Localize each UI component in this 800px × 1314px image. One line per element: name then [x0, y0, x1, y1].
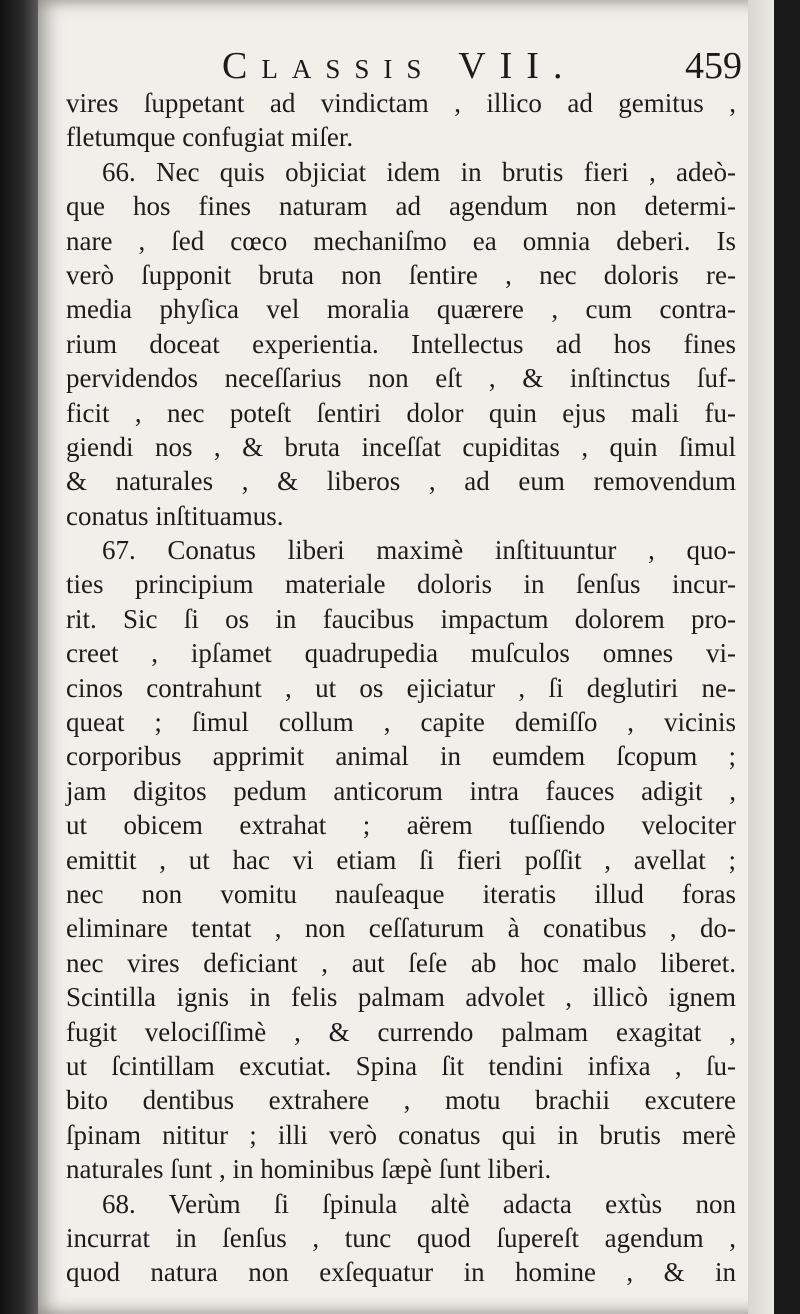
text-line: ut obicem extrahat ; aërem tuſſiendo velociter [66, 810, 736, 841]
paragraph-66-start: 66. Nec quis objiciat idem in brutis fieri , adeò- [102, 156, 736, 187]
text-line: nare , ſed cœco mechaniſmo ea omnia deberi. Is [66, 225, 736, 256]
text-line: cinos contrahunt , ut os ejiciatur , ſi deglutiri ne- [66, 672, 736, 703]
paragraph-67-start: 67. Conatus liberi maximè inſtituuntur , quo- [102, 535, 736, 566]
text-line: rit. Sic ſi os in faucibus impactum dolorem pro- [66, 603, 736, 634]
text-line: Scintilla ignis in felis palmam advolet , illicò ignem [66, 982, 736, 1013]
text-line: incurrat in ſenſus , tunc quod ſupereſt agendum , [66, 1222, 736, 1253]
text-line: naturales ſunt , in hominibus ſæpè ſunt liberi. [66, 1154, 552, 1185]
text-line: rium doceat experientia. Intellectus ad hos fines [66, 328, 736, 359]
text-line: fletumque confugiat miſer. [66, 122, 354, 153]
book-spine-shadow [0, 0, 38, 1314]
page-number: 459 [685, 45, 742, 87]
paragraph-68-start: 68. Verùm ſi ſpinula altè adacta extùs non [102, 1188, 736, 1219]
text-line: nec non vomitu nauſeaque iteratis illud foras [66, 878, 736, 909]
text-line: jam digitos pedum anticorum intra fauces adigit , [66, 775, 736, 806]
text-line: emittit , ut hac vi etiam ſi fieri poſſit , avellat ; [66, 844, 736, 875]
text-line: ficit , nec poteſt ſentiri dolor quin ejus mali fu- [66, 397, 736, 428]
body-text [66, 86, 736, 1290]
text-line: ties principium materiale doloris in ſenſus incur- [66, 569, 736, 600]
text-line: creet , ipſamet quadrupedia muſculos omnes vi- [66, 638, 736, 669]
text-line: corporibus apprimit animal in eumdem ſcopum ; [66, 741, 736, 772]
running-head: Classis VII. [222, 45, 577, 87]
text-line: pervidendos neceſſarius non eſt , & inſtinctus ſuf- [66, 363, 736, 394]
text-line: nec vires deficiant , aut ſeſe ab hoc malo liberet. [66, 947, 736, 978]
text-line: vires ſuppetant ad vindictam , illico ad gemitus , [66, 88, 736, 118]
text-line: ut ſcintillam excutiat. Spina ſit tendini infixa , ſu- [66, 1050, 736, 1081]
text-line: queat ; ſimul collum , capite demiſſo , vicinis [66, 707, 736, 738]
text-line: giendi nos , & bruta inceſſat cupiditas , quin ſimul [66, 431, 736, 462]
text-line: bito dentibus extrahere , motu brachii excutere [66, 1085, 736, 1116]
text-line: media phyſica vel moralia quærere , cum contra- [66, 294, 736, 325]
page-edge [748, 0, 774, 1314]
text-line: verò ſupponit bruta non ſentire , nec doloris re- [66, 259, 736, 290]
text-line: eliminare tentat , non ceſſaturum à conatibus , do- [66, 913, 736, 944]
text-line: quod natura non exſequatur in homine , & in [66, 1257, 736, 1288]
text-line: conatus inſtituamus. [66, 500, 284, 531]
text-line: fugit velociſſimè , & currendo palmam exagitat , [66, 1016, 736, 1047]
text-line: ſpinam nititur ; illi verò conatus qui in brutis merè [66, 1119, 736, 1150]
text-line: & naturales , & liberos , ad eum removendum [66, 466, 736, 497]
text-line: que hos fines naturam ad agendum non determi- [66, 191, 736, 222]
